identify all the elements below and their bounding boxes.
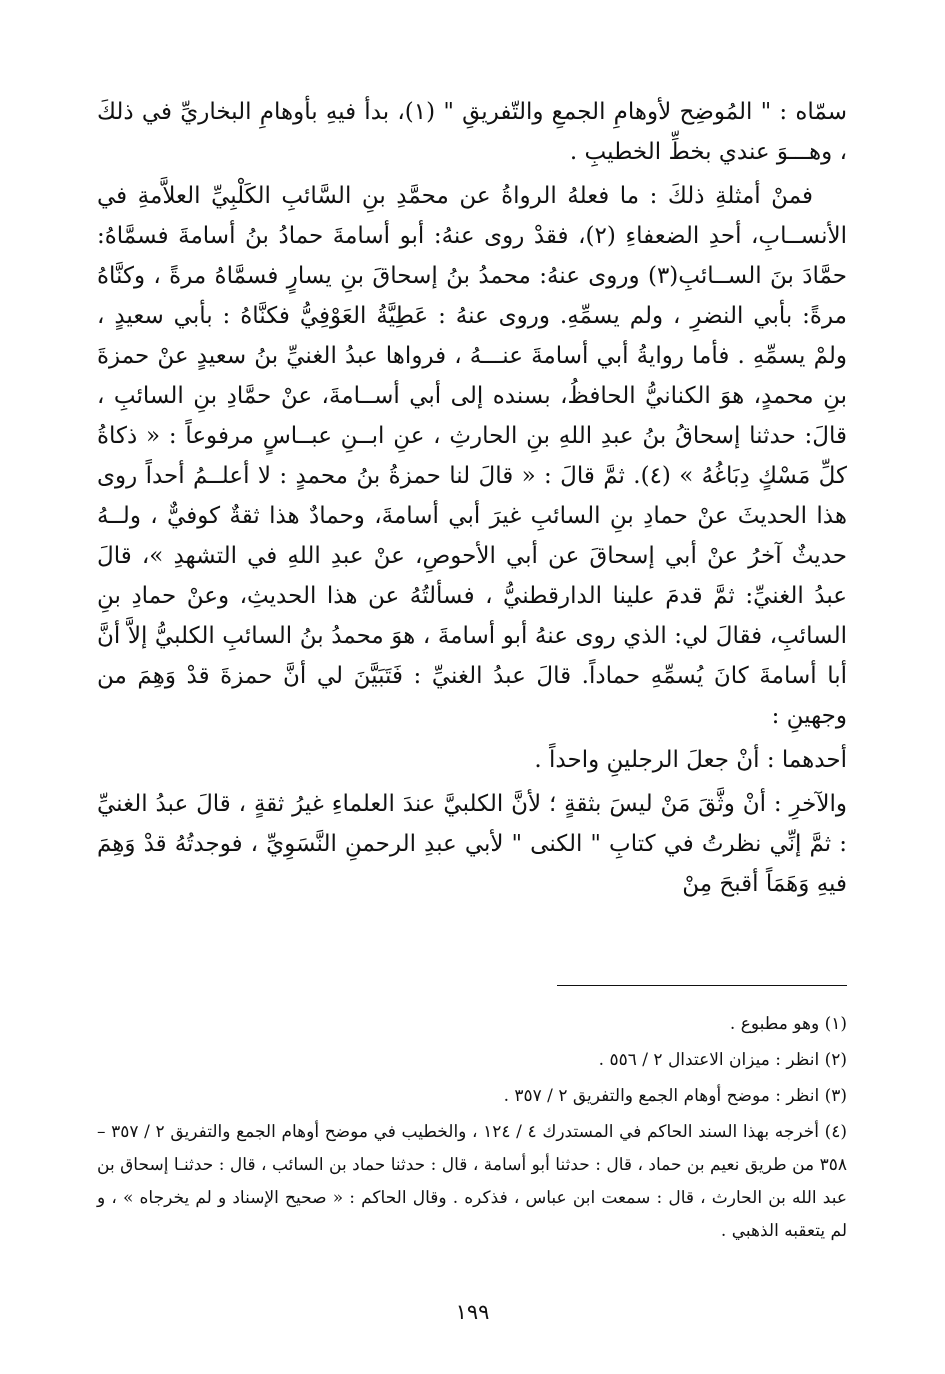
paragraph-first-error: أحدهما : أنْ جعلَ الرجلينِ واحداً . <box>534 747 847 773</box>
footnote-2: (٢) انظر : ميزان الاعتدال ٢ / ٥٥٦ . <box>598 1050 847 1070</box>
footnote-1: (١) وهو مطبوع . <box>729 1014 847 1034</box>
paragraph-examples: فمنْ أمثلةِ ذلكَ : ما فعلهُ الرواةُ عن محمَّدِ بنِ السَّائبِ الكَلْبِيِّ العلاَّمةِ في الأنســابِ، أحدِ الضعفاءِ (٢)، فقدْ روى عنهُ: أبو أسامةَ حمادُ بنُ أسامةَ فسمَّاهُ: حمَّادَ بنَ الســائبِ(٣) وروى عنهُ: محمدُ بنُ إسحاقَ بنِ يسارٍ فسمَّاهُ مرةً ، وكنَّاهُ مرةً: بأبي النضرِ ، ولم يسمِّهِ. وروى عنهُ : عَطِيَّةُ العَوْفِيُّ فكنَّاهُ : بأبي سعيدٍ ، ولمْ يسمِّهِ . فأما روايةُ أبي أسامةَ عنـــهُ ، فرواها عبدُ الغنيِّ بنُ سعيدٍ عنْ حمزةَ بنِ محمدٍ، هوَ الكنانيُّ الحافظُ، بسنده إلى أبي أســامةَ، عنْ حمَّادِ بنِ السائبِ ، قالَ: حدثنا إسحاقُ بنُ عبدِ اللهِ بنِ الحارثِ ، عنِ ابــنِ عبــاسٍ مرفوعاً : « ذكاةُ كلِّ مَسْكٍ دِبَاغُهُ » (٤). ثمَّ قالَ : « قالَ لنا حمزةُ بنُ محمدٍ : لا أعلــمُ أحداً روى هذا الحديثَ عنْ حمادِ بنِ السائبِ غيرَ أبي أسامةَ، وحمادٌ هذا ثقةٌ كوفيٌّ ، ولــهُ حديثٌ آخرُ عنْ أبي إسحاقَ عن أبي الأحوصِ، عنْ عبدِ اللهِ في التشهدِ »، قالَ عبدُ الغنيِّ: ثمَّ قدمَ علينا الدارقطنيُّ ، فسألتُهُ عن هذا الحديثِ، وعنْ حمادِ بنِ السائبِ، فقالَ لي: الذي روى عنهُ أبو أسامةَ ، هوَ محمدُ بنُ السائبِ الكلبيُّ إلاَّ أنَّ أبا أسامةَ كانَ يُسمِّهِ حماداً. قالَ عبدُ الغنيِّ : فَتَبَيَّنَ لي أنَّ حمزةَ قدْ وَهِمَ من وجهينِ : <box>97 183 848 729</box>
footnote-separator <box>557 985 847 986</box>
footnote-3: (٣) انظر : موضح أوهام الجمع والتفريق ٢ / ٣٥٧ . <box>503 1086 847 1106</box>
footnotes <box>97 1008 847 1251</box>
footnote-4: (٤) أخرجه بهذا السند الحاكم في المستدرك ٤ / ١٢٤ ، والخطيب في موضح أوهام الجمع والتفريق ٢ / ٣٥٧ – ٣٥٨ من طريق نعيم بن حماد ، قال : حدثنا أبو أسامة ، قال : حدثنا حماد بن السائب ، قال : حدثنـا إسحاق بن عبد الله بن الحارث ، قال : سمعت ابن عباس ، فذكره . وقال الحاكم : « صحيح الإسناد و لم يخرجاه » ، و لم يتعقبه الذهبي . <box>97 1122 848 1241</box>
main-text <box>97 92 847 904</box>
page-number: ١٩٩ <box>455 1300 490 1324</box>
paragraph-continuation: سمّاه : " المُوضِح لأوهامِ الجمعِ والتّفريقِ " (١)، بدأ فيهِ بأوهامِ البخاريِّ في ذلكَ ، وهـــوَ عندي بخطِّ الخطيبِ . <box>97 99 848 165</box>
paragraph-second-error: والآخرِ : أنْ وثَّقَ مَنْ ليسَ بثقةٍ ؛ لأنَّ الكلبيَّ عندَ العلماءِ غيرُ ثقةٍ ، قالَ عبدُ الغنيِّ : ثمَّ إنِّي نظرتُ في كتابِ " الكنى " لأبي عبدِ الرحمنِ النَّسَوِيِّ ، فوجدتُهُ قدْ وَهِمَ فيهِ وَهَمَاً أقبحَ مِنْ <box>97 791 847 897</box>
